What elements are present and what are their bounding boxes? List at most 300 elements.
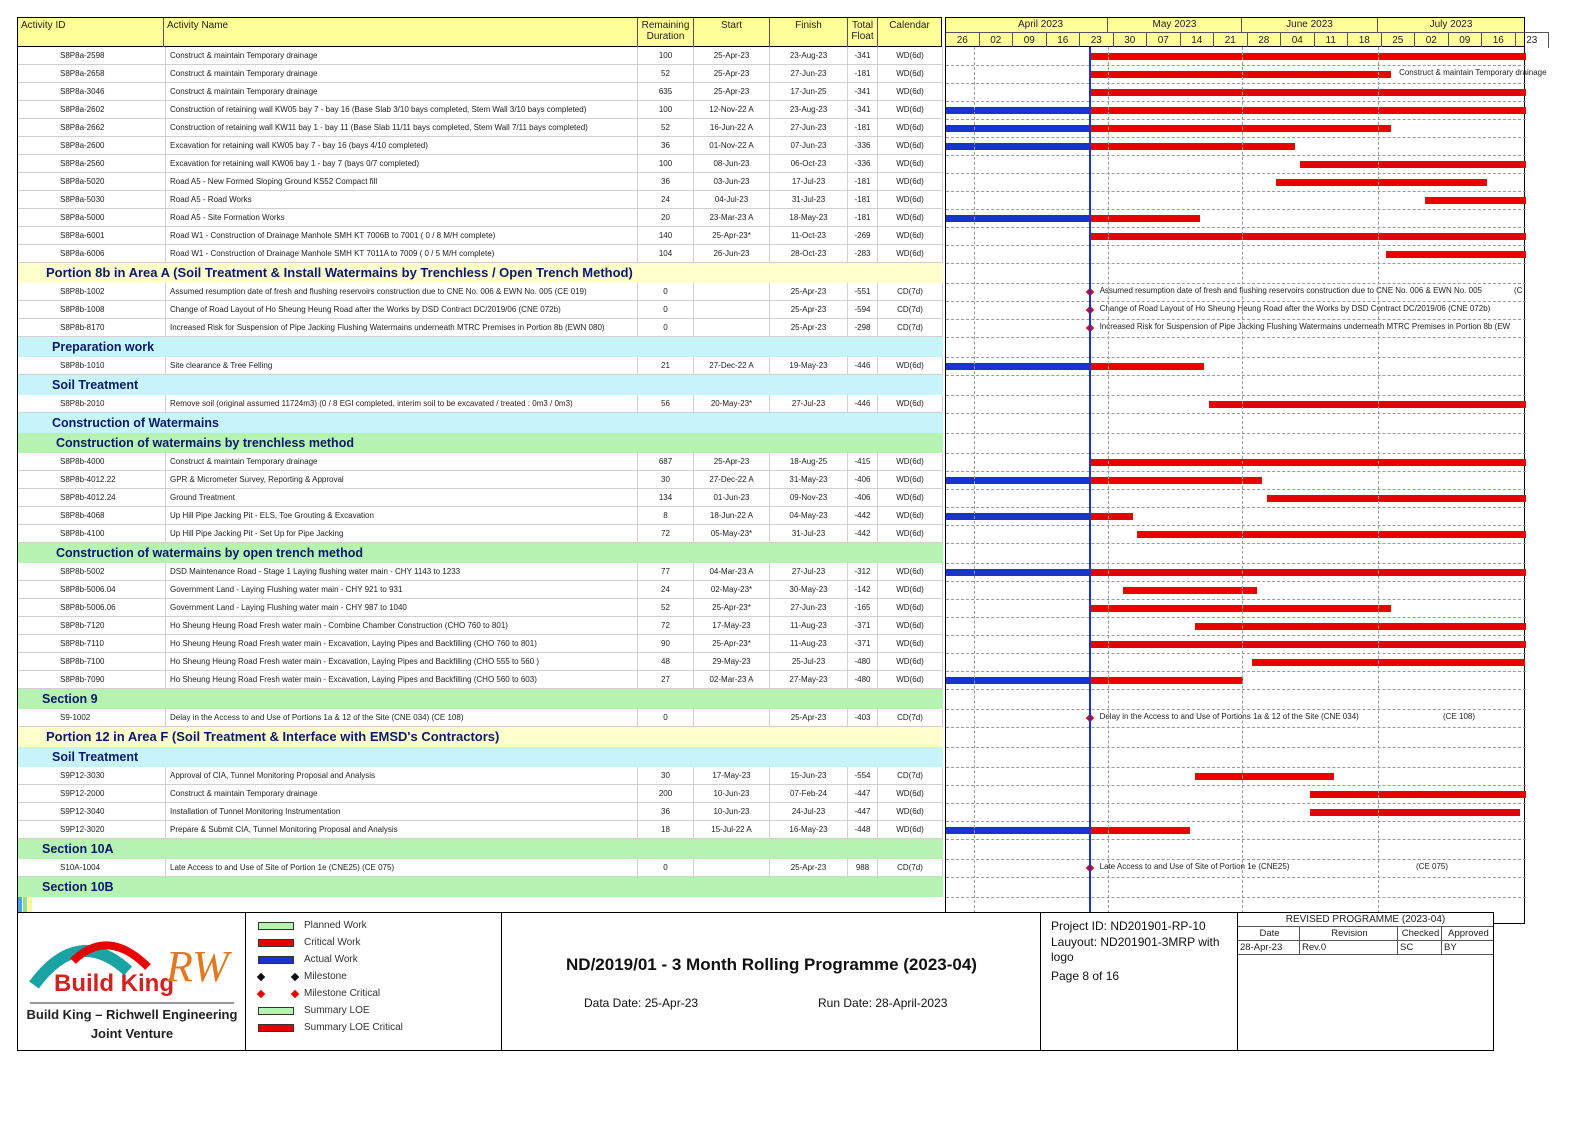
- finish-date: 17-Jun-25: [770, 83, 848, 101]
- activity-row[interactable]: [18, 357, 943, 375]
- activity-id: S8P8b-7090: [58, 671, 166, 689]
- week-tick-label: 09: [1449, 32, 1483, 48]
- activity-id: S8P8b-8170: [58, 319, 166, 337]
- critical-work-bar[interactable]: [1267, 495, 1526, 502]
- rev-checked: SC: [1398, 941, 1442, 955]
- rev-header-checked: Checked: [1398, 927, 1442, 941]
- gantt-row-gridline: [946, 709, 1526, 710]
- finish-date: 23-Aug-23: [770, 101, 848, 119]
- week-tick-label: 07: [1147, 32, 1181, 48]
- milestone-critical-icon: [257, 990, 265, 998]
- project-info-box: [1041, 913, 1238, 1050]
- total-float: -554: [848, 767, 878, 785]
- activity-name: Construct & maintain Temporary drainage: [166, 47, 638, 65]
- activity-row[interactable]: [18, 119, 943, 137]
- finish-date: 31-Jul-23: [770, 191, 848, 209]
- finish-date: 27-May-23: [770, 671, 848, 689]
- start-date: 26-Jun-23: [694, 245, 770, 263]
- activity-id: S8P8a-2658: [58, 65, 166, 83]
- critical-work-bar[interactable]: [1123, 587, 1257, 594]
- actual-work-bar[interactable]: [946, 677, 1090, 684]
- critical-work-bar[interactable]: [1090, 107, 1526, 114]
- activity-row[interactable]: [18, 301, 943, 319]
- remaining-duration: 0: [638, 319, 694, 337]
- wbs-band[interactable]: [18, 727, 943, 747]
- timescale-header: [945, 17, 1538, 47]
- actual-work-bar[interactable]: [946, 477, 1090, 484]
- calendar: WD(6d): [878, 653, 943, 671]
- activity-id: S8P8b-5006.06: [58, 599, 166, 617]
- activity-id: S8P8a-5030: [58, 191, 166, 209]
- col-remaining-duration[interactable]: Remaining Duration: [638, 18, 694, 48]
- remaining-duration: 18: [638, 821, 694, 839]
- total-float: -480: [848, 671, 878, 689]
- actual-work-bar[interactable]: [946, 363, 1090, 370]
- activity-row[interactable]: [18, 821, 943, 839]
- remaining-duration: 140: [638, 227, 694, 245]
- rev-header-revision: Revision: [1300, 927, 1398, 941]
- activity-name: Road A5 - New Formed Sloping Ground KS52 Compact fill: [166, 173, 638, 191]
- wbs-band-title: Portion 12 in Area F (Soil Treatment & Interface with EMSD's Contractors): [46, 729, 500, 744]
- week-tick-label: 25: [1382, 32, 1416, 48]
- start-date: 16-Jun-22 A: [694, 119, 770, 137]
- activity-name: Change of Road Layout of Ho Sheung Heung Road after the Works by DSD Contract DC/2019/06 (CNE 072b): [166, 301, 638, 319]
- activity-row[interactable]: [18, 507, 943, 525]
- critical-work-bar[interactable]: [1195, 623, 1526, 630]
- milestone-icon: [257, 973, 265, 981]
- gantt-row-gridline: [946, 859, 1526, 860]
- critical-work-bar[interactable]: [1252, 659, 1525, 666]
- finish-date: 28-Oct-23: [770, 245, 848, 263]
- col-total-float[interactable]: Total Float: [848, 18, 878, 48]
- start-date: 25-Apr-23: [694, 65, 770, 83]
- activity-name: Road W1 - Construction of Drainage Manhole SMH KT 7011A to 7009 ( 0 / 5 M/H complete): [166, 245, 638, 263]
- start-date: 02-Mar-23 A: [694, 671, 770, 689]
- calendar: CD(7d): [878, 301, 943, 319]
- title-block: [17, 912, 1494, 1051]
- finish-date: 27-Jun-23: [770, 65, 848, 83]
- total-float: -406: [848, 489, 878, 507]
- critical-work-bar[interactable]: [1090, 143, 1296, 150]
- gantt-row-gridline: [946, 155, 1526, 156]
- activity-row[interactable]: [18, 599, 943, 617]
- start-date: [694, 859, 770, 877]
- activity-row[interactable]: [18, 803, 943, 821]
- revised-programme-label: REVISED PROGRAMME (2023-04): [1238, 913, 1493, 927]
- calendar: WD(6d): [878, 803, 943, 821]
- gantt-bar-label: Construct & maintain Temporary drainage: [1399, 68, 1547, 77]
- month-gridline: [1242, 47, 1243, 923]
- gantt-row-gridline: [946, 227, 1526, 228]
- activity-name: Government Land - Laying Flushing water main - CHY 987 to 1040: [166, 599, 638, 617]
- calendar: WD(6d): [878, 507, 943, 525]
- activity-name: Construct & maintain Temporary drainage: [166, 453, 638, 471]
- gantt-row-gridline: [946, 563, 1526, 564]
- gantt-row-gridline: [946, 877, 1526, 878]
- page-number: Page 8 of 16: [1051, 969, 1120, 983]
- start-date: 27-Dec-22 A: [694, 471, 770, 489]
- gantt-row-gridline: [946, 525, 1526, 526]
- calendar: WD(6d): [878, 245, 943, 263]
- gantt-row-gridline: [946, 263, 1526, 264]
- activity-id: S8P8a-2662: [58, 119, 166, 137]
- calendar: WD(6d): [878, 635, 943, 653]
- activity-id: S8P8a-2560: [58, 155, 166, 173]
- activity-name: Late Access to and Use of Site of Portion 1e (CNE25) (CE 075): [166, 859, 638, 877]
- remaining-duration: 52: [638, 599, 694, 617]
- gantt-row-gridline: [946, 209, 1526, 210]
- gantt-row-gridline: [946, 727, 1526, 728]
- col-start[interactable]: Start: [694, 18, 770, 48]
- finish-date: 25-Jul-23: [770, 653, 848, 671]
- calendar: WD(6d): [878, 209, 943, 227]
- week-tick-label: 23: [1080, 32, 1114, 48]
- finish-date: 31-Jul-23: [770, 525, 848, 543]
- activity-name: Construct & maintain Temporary drainage: [166, 65, 638, 83]
- activity-id: S8P8b-5006.04: [58, 581, 166, 599]
- calendar: WD(6d): [878, 471, 943, 489]
- start-date: 04-Mar-23 A: [694, 563, 770, 581]
- activity-row[interactable]: [18, 283, 943, 301]
- remaining-duration: 104: [638, 245, 694, 263]
- activity-row[interactable]: [18, 859, 943, 877]
- actual-work-bar[interactable]: [946, 215, 1090, 222]
- critical-work-bar[interactable]: [1300, 161, 1526, 168]
- week-tick-label: 16: [1047, 32, 1081, 48]
- critical-work-bar[interactable]: [1209, 401, 1526, 408]
- critical-work-bar[interactable]: [1090, 677, 1243, 684]
- logo-box: [18, 913, 246, 1050]
- finish-date: 18-May-23: [770, 209, 848, 227]
- wbs-band[interactable]: [18, 375, 943, 395]
- activity-row[interactable]: [18, 395, 943, 413]
- remaining-duration: 36: [638, 137, 694, 155]
- critical-work-bar[interactable]: [1090, 569, 1526, 576]
- finish-date: 06-Oct-23: [770, 155, 848, 173]
- remaining-duration: 687: [638, 453, 694, 471]
- col-finish[interactable]: Finish: [770, 18, 848, 48]
- gantt-row-gridline: [946, 413, 1526, 414]
- critical-work-bar[interactable]: [1310, 791, 1526, 798]
- start-date: 04-Jul-23: [694, 191, 770, 209]
- activity-row[interactable]: [18, 785, 943, 803]
- critical-work-bar[interactable]: [1090, 89, 1526, 96]
- remaining-duration: 200: [638, 785, 694, 803]
- activity-row[interactable]: [18, 653, 943, 671]
- total-float: -594: [848, 301, 878, 319]
- activity-row[interactable]: [18, 525, 943, 543]
- calendar: WD(6d): [878, 785, 943, 803]
- week-tick-label: 28: [1248, 32, 1282, 48]
- gantt-row-gridline: [946, 785, 1526, 786]
- activity-row[interactable]: [18, 709, 943, 727]
- calendar: CD(7d): [878, 767, 943, 785]
- wbs-band[interactable]: [18, 747, 943, 767]
- start-date: 17-May-23: [694, 767, 770, 785]
- finish-date: 27-Jul-23: [770, 563, 848, 581]
- remaining-duration: 0: [638, 283, 694, 301]
- critical-work-bar[interactable]: [1090, 233, 1526, 240]
- col-activity-name[interactable]: Activity Name: [164, 18, 638, 48]
- actual-work-bar[interactable]: [946, 143, 1090, 150]
- activity-row[interactable]: [18, 65, 943, 83]
- total-float: -341: [848, 47, 878, 65]
- activity-name: Installation of Tunnel Monitoring Instrumentation: [166, 803, 638, 821]
- activity-name: Up Hill Pipe Jacking Pit - ELS, Toe Grouting & Excavation: [166, 507, 638, 525]
- critical-work-bar[interactable]: [1310, 809, 1521, 816]
- finish-date: 31-May-23: [770, 471, 848, 489]
- gantt-row-gridline: [946, 283, 1526, 284]
- actual-work-bar[interactable]: [946, 107, 1090, 114]
- start-date: 05-May-23*: [694, 525, 770, 543]
- activity-id: S9P12-2000: [58, 785, 166, 803]
- critical-work-bar[interactable]: [1195, 773, 1334, 780]
- critical-work-bar[interactable]: [1425, 197, 1526, 204]
- remaining-duration: 0: [638, 301, 694, 319]
- activity-name: Ho Sheung Heung Road Fresh water main - Excavation, Laying Pipes and Backfilling (CHO 555 to 560 ): [166, 653, 638, 671]
- activity-name: Up Hill Pipe Jacking Pit - Set Up for Pipe Jacking: [166, 525, 638, 543]
- activity-name: Government Land - Laying Flushing water main - CHY 921 to 931: [166, 581, 638, 599]
- finish-date: 19-May-23: [770, 357, 848, 375]
- gantt-bar-label: Assumed resumption date of fresh and flushing reservoirs construction due to CNE No. 006 & EWN No. 005: [1099, 286, 1482, 295]
- activity-id: S8P8a-2598: [58, 47, 166, 65]
- gantt-row-gridline: [946, 375, 1526, 376]
- critical-work-bar[interactable]: [1090, 71, 1392, 78]
- activity-id: S9P12-3020: [58, 821, 166, 839]
- activity-row[interactable]: [18, 563, 943, 581]
- activity-id: S8P8a-6006: [58, 245, 166, 263]
- wbs-band[interactable]: [18, 263, 943, 283]
- calendar: CD(7d): [878, 283, 943, 301]
- wbs-band-title: Section 10B: [42, 880, 114, 894]
- actual-work-bar[interactable]: [946, 569, 1090, 576]
- activity-row[interactable]: [18, 101, 943, 119]
- calendar: WD(6d): [878, 525, 943, 543]
- total-float: -415: [848, 453, 878, 471]
- activity-name: Excavation for retaining wall KW05 bay 7 - bay 16 (bays 4/10 completed): [166, 137, 638, 155]
- gantt-row-gridline: [946, 173, 1526, 174]
- remaining-duration: 72: [638, 617, 694, 635]
- activity-row[interactable]: [18, 671, 943, 689]
- start-date: 25-Apr-23*: [694, 599, 770, 617]
- critical-work-bar[interactable]: [1090, 477, 1262, 484]
- critical-work-bar[interactable]: [1090, 459, 1526, 466]
- critical-work-bar[interactable]: [1090, 363, 1205, 370]
- activity-name: Construct & maintain Temporary drainage: [166, 785, 638, 803]
- wbs-band[interactable]: [18, 689, 943, 709]
- gantt-row-gridline: [946, 617, 1526, 618]
- start-date: 23-Mar-23 A: [694, 209, 770, 227]
- start-date: 08-Jun-23: [694, 155, 770, 173]
- rev-revision: Rev.0: [1300, 941, 1398, 955]
- remaining-duration: 134: [638, 489, 694, 507]
- activity-row[interactable]: [18, 191, 943, 209]
- activity-id: S8P8b-7120: [58, 617, 166, 635]
- total-float: -312: [848, 563, 878, 581]
- gantt-row-gridline: [946, 671, 1526, 672]
- gantt-row-gridline: [946, 489, 1526, 490]
- activity-row[interactable]: [18, 489, 943, 507]
- run-date: Run Date: 28-April-2023: [818, 996, 948, 1010]
- critical-work-bar[interactable]: [1090, 125, 1392, 132]
- calendar: WD(6d): [878, 617, 943, 635]
- remaining-duration: 30: [638, 767, 694, 785]
- critical-work-bar[interactable]: [1276, 179, 1487, 186]
- activity-name: DSD Maintenance Road - Stage 1 Laying flushing water main - CHY 1143 to 1233: [166, 563, 638, 581]
- activity-id: S9-1002: [58, 709, 166, 727]
- activity-row[interactable]: [18, 581, 943, 599]
- wbs-band[interactable]: [18, 413, 943, 433]
- activity-row[interactable]: [18, 137, 943, 155]
- critical-work-bar[interactable]: [1137, 531, 1526, 538]
- total-float: -480: [848, 653, 878, 671]
- activity-id: S8P8b-4012.22: [58, 471, 166, 489]
- logo-text-rw: RW: [166, 942, 229, 991]
- activity-id: S8P8a-2602: [58, 101, 166, 119]
- month-gridline: [1378, 47, 1379, 923]
- col-activity-id[interactable]: Activity ID: [18, 18, 164, 48]
- total-float: -447: [848, 803, 878, 821]
- wbs-band[interactable]: [18, 877, 943, 897]
- data-date: Data Date: 25-Apr-23: [584, 996, 699, 1010]
- gantt-row-gridline: [946, 453, 1526, 454]
- activity-row[interactable]: [18, 209, 943, 227]
- calendar: CD(7d): [878, 859, 943, 877]
- wbs-band-title: Section 10A: [42, 842, 114, 856]
- calendar: WD(6d): [878, 821, 943, 839]
- finish-date: 11-Oct-23: [770, 227, 848, 245]
- company-line-2: Joint Venture: [90, 1026, 174, 1041]
- critical-work-bar[interactable]: [1386, 251, 1526, 258]
- week-tick-label: 26: [946, 32, 980, 48]
- total-float: -446: [848, 357, 878, 375]
- actual-work-bar[interactable]: [946, 827, 1090, 834]
- finish-date: 25-Apr-23: [770, 319, 848, 337]
- gantt-row-gridline: [946, 599, 1526, 600]
- activity-row[interactable]: [18, 617, 943, 635]
- remaining-duration: 24: [638, 191, 694, 209]
- logo-text-buildking: Build King: [54, 970, 174, 997]
- total-float: -403: [848, 709, 878, 727]
- finish-date: 18-Aug-25: [770, 453, 848, 471]
- activity-name: Ground Treatment: [166, 489, 638, 507]
- total-float: -371: [848, 617, 878, 635]
- wbs-band[interactable]: [18, 839, 943, 859]
- total-float: -447: [848, 785, 878, 803]
- wbs-band-title: Preparation work: [52, 340, 155, 354]
- remaining-duration: 52: [638, 119, 694, 137]
- activity-row[interactable]: [18, 635, 943, 653]
- gantt-row-gridline: [946, 245, 1526, 246]
- remaining-duration: 0: [638, 709, 694, 727]
- total-float: -336: [848, 137, 878, 155]
- remaining-duration: 30: [638, 471, 694, 489]
- actual-work-bar[interactable]: [946, 125, 1090, 132]
- activity-row[interactable]: [18, 155, 943, 173]
- month-gridline: [974, 47, 975, 923]
- week-tick-label: 02: [1415, 32, 1449, 48]
- critical-work-bar[interactable]: [1090, 215, 1200, 222]
- critical-work-bar[interactable]: [1090, 513, 1133, 520]
- activity-id: S10A-1004: [58, 859, 166, 877]
- week-tick-label: 16: [1482, 32, 1516, 48]
- activity-row[interactable]: [18, 227, 943, 245]
- wbs-band[interactable]: [18, 337, 943, 357]
- activity-name: Ho Sheung Heung Road Fresh water main - Excavation, Laying Pipes and Backfilling (CHO 760 to 801): [166, 635, 638, 653]
- activity-row[interactable]: [18, 245, 943, 263]
- gantt-row-gridline: [946, 897, 1526, 898]
- activity-row[interactable]: [18, 453, 943, 471]
- calendar: CD(7d): [878, 319, 943, 337]
- week-tick-label: 18: [1348, 32, 1382, 48]
- wbs-band[interactable]: [18, 543, 943, 563]
- calendar: WD(6d): [878, 155, 943, 173]
- activity-row[interactable]: [18, 471, 943, 489]
- rev-date: 28-Apr-23: [1238, 941, 1300, 955]
- critical-work-bar[interactable]: [1090, 641, 1526, 648]
- activity-row[interactable]: [18, 47, 943, 65]
- start-date: 17-May-23: [694, 617, 770, 635]
- start-date: 27-Dec-22 A: [694, 357, 770, 375]
- activity-row[interactable]: [18, 319, 943, 337]
- activity-row[interactable]: [18, 767, 943, 785]
- wbs-band[interactable]: [18, 433, 943, 453]
- remaining-duration: 27: [638, 671, 694, 689]
- activity-name: Road A5 - Site Formation Works: [166, 209, 638, 227]
- activity-name: Construction of retaining wall KW11 bay 1 - bay 11 (Base Slab 11/11 bays completed, Stem Wall 7/11 bays completed): [166, 119, 638, 137]
- rev-header-approved: Approved: [1442, 927, 1493, 941]
- finish-date: 15-Jun-23: [770, 767, 848, 785]
- remaining-duration: 8: [638, 507, 694, 525]
- activity-row[interactable]: [18, 173, 943, 191]
- month-gridline: [1108, 47, 1109, 923]
- gantt-row-gridline: [946, 839, 1526, 840]
- start-date: 25-Apr-23: [694, 453, 770, 471]
- activity-name: Increased Risk for Suspension of Pipe Jacking Flushing Watermains underneath MTRC Premises in Portion 8b (EWN 080): [166, 319, 638, 337]
- calendar: WD(6d): [878, 227, 943, 245]
- actual-work-bar[interactable]: [946, 513, 1090, 520]
- activity-name: Road A5 - Road Works: [166, 191, 638, 209]
- calendar: WD(6d): [878, 119, 943, 137]
- activity-id: S8P8b-4068: [58, 507, 166, 525]
- total-float: -551: [848, 283, 878, 301]
- calendar: WD(6d): [878, 489, 943, 507]
- gantt-bar-label: Delay in the Access to and Use of Portions 1a & 12 of the Site (CNE 034): [1099, 712, 1359, 721]
- table-header: [17, 17, 942, 47]
- week-tick-label: 04: [1281, 32, 1315, 48]
- activity-row[interactable]: [18, 83, 943, 101]
- gantt-row-gridline: [946, 471, 1526, 472]
- critical-work-bar[interactable]: [1090, 827, 1191, 834]
- rev-header-date: Date: [1238, 927, 1300, 941]
- total-float: -371: [848, 635, 878, 653]
- remaining-duration: 72: [638, 525, 694, 543]
- activity-id: S8P8b-4000: [58, 453, 166, 471]
- critical-work-bar[interactable]: [1090, 605, 1392, 612]
- critical-work-bar[interactable]: [1090, 53, 1526, 60]
- remaining-duration: 36: [638, 173, 694, 191]
- activity-name: Ho Sheung Heung Road Fresh water main - Combine Chamber Construction (CHO 760 to 801): [166, 617, 638, 635]
- remaining-duration: 24: [638, 581, 694, 599]
- gantt-row-gridline: [946, 767, 1526, 768]
- gantt-bar-label: Late Access to and Use of Site of Portion 1e (CNE25): [1099, 862, 1290, 871]
- activity-id: S9P12-3030: [58, 767, 166, 785]
- total-float: -442: [848, 507, 878, 525]
- calendar: CD(7d): [878, 709, 943, 727]
- data-date-line: [1089, 47, 1091, 923]
- total-float: -269: [848, 227, 878, 245]
- col-calendar[interactable]: Calendar: [889, 20, 930, 31]
